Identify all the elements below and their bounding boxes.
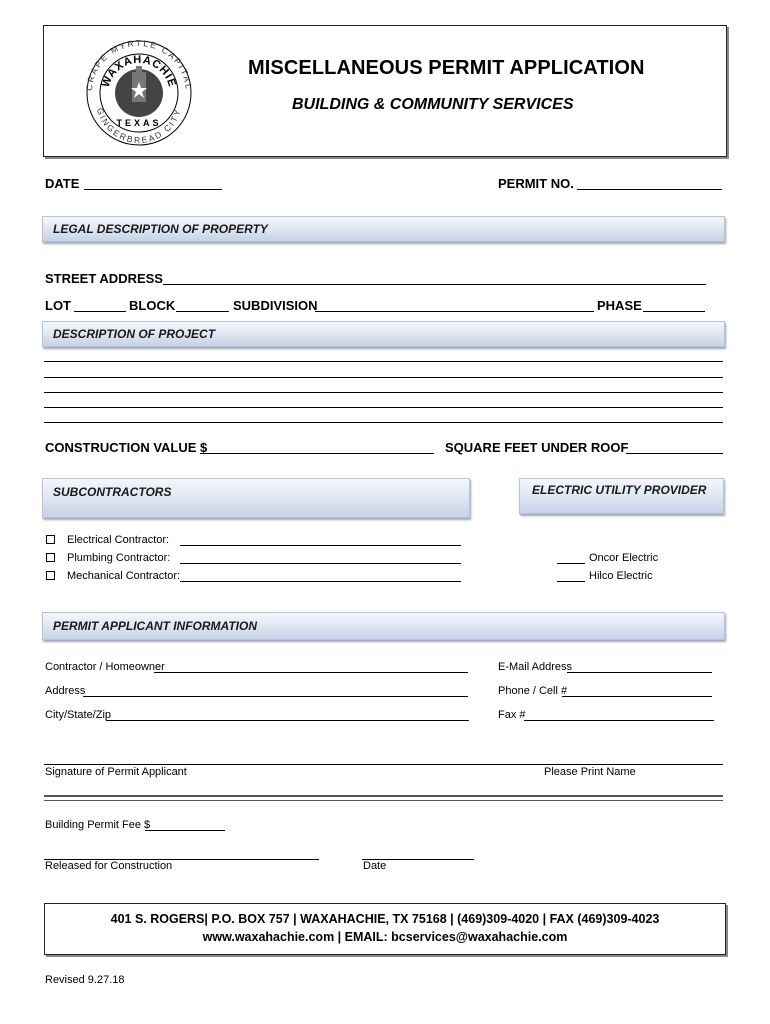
permit-no-label: PERMIT NO. <box>498 176 574 191</box>
electrical-checkbox[interactable] <box>46 535 55 544</box>
street-address-label: STREET ADDRESS <box>45 271 163 286</box>
applicant-info-heading: PERMIT APPLICANT INFORMATION <box>53 619 257 633</box>
lot-label: LOT <box>45 298 71 313</box>
electrical-contractor-label: Electrical Contractor: <box>67 534 170 546</box>
permit-fee-field[interactable] <box>145 830 225 831</box>
seal-state: TEXAS <box>116 118 162 128</box>
date-label: DATE <box>45 176 80 191</box>
block-field[interactable] <box>176 311 229 312</box>
plumbing-contractor-label: Plumbing Contractor: <box>67 552 171 564</box>
signature-label: Signature of Permit Applicant <box>45 766 187 778</box>
seal-top-arc: CRAPE MYRTLE CAPITAL <box>83 38 195 92</box>
city-state-zip-label: City/State/Zip <box>45 709 112 721</box>
phone-label: Phone / Cell # <box>498 685 568 697</box>
footer-web-email: www.waxahachie.com | EMAIL: bcservices@waxahachie.com <box>202 930 568 944</box>
legal-description-band <box>42 216 725 242</box>
seal-city: WAXAHACHIE <box>99 53 179 89</box>
date-field[interactable] <box>84 189 222 190</box>
signature-line[interactable] <box>44 764 723 765</box>
city-seal-logo <box>72 38 206 148</box>
subcontractors-band <box>42 478 470 518</box>
mechanical-contractor-field[interactable] <box>180 581 461 582</box>
plumbing-contractor-field[interactable] <box>180 563 461 564</box>
contractor-field[interactable] <box>154 672 468 673</box>
print-name-label: Please Print Name <box>544 766 636 778</box>
construction-value-label: CONSTRUCTION VALUE $ <box>45 440 208 455</box>
applicant-info-band <box>42 612 725 640</box>
mechanical-checkbox[interactable] <box>46 571 55 580</box>
footer-contact-box <box>44 903 726 955</box>
email-label: E-Mail Address <box>498 661 572 673</box>
hilco-field[interactable] <box>557 581 585 582</box>
project-description-line-5[interactable] <box>44 422 723 423</box>
oncor-label: Oncor Electric <box>589 552 659 564</box>
fax-label: Fax # <box>498 709 526 721</box>
subdivision-label: SUBDIVISION <box>233 298 318 313</box>
project-description-line-1[interactable] <box>44 361 723 362</box>
electrical-contractor-field[interactable] <box>180 545 461 546</box>
project-description-line-4[interactable] <box>44 407 723 408</box>
subcontractors-heading: SUBCONTRACTORS <box>53 485 172 499</box>
project-description-line-3[interactable] <box>44 392 723 393</box>
square-feet-field[interactable] <box>626 453 723 454</box>
phone-field[interactable] <box>562 696 712 697</box>
page-title: MISCELLANEOUS PERMIT APPLICATION <box>248 57 645 79</box>
hilco-label: Hilco Electric <box>589 570 653 582</box>
page-subtitle: BUILDING & COMMUNITY SERVICES <box>292 96 574 113</box>
lot-field[interactable] <box>74 311 126 312</box>
address-field[interactable] <box>83 696 468 697</box>
seal-bottom-arc: GINGERBREAD CITY <box>94 106 184 146</box>
footer-address: 401 S. ROGERS| P.O. BOX 757 | WAXAHACHIE, TX 75168 | (469)309-4020 | FAX (469)309-4023 <box>110 912 660 926</box>
permit-no-field[interactable] <box>577 189 722 190</box>
email-field[interactable] <box>567 672 712 673</box>
project-description-heading: DESCRIPTION OF PROJECT <box>53 327 216 341</box>
permit-fee-label: Building Permit Fee $ <box>45 819 151 831</box>
electric-provider-heading: ELECTRIC UTILITY PROVIDER <box>532 483 707 497</box>
phase-label: PHASE <box>597 298 642 313</box>
construction-value-field[interactable] <box>200 453 434 454</box>
section-divider <box>44 795 723 801</box>
electric-provider-band <box>519 478 724 514</box>
address-label: Address <box>45 685 86 697</box>
project-description-band <box>42 321 725 347</box>
contractor-label: Contractor / Homeowner <box>45 661 165 673</box>
project-description-line-2[interactable] <box>44 377 723 378</box>
fax-field[interactable] <box>524 720 714 721</box>
square-feet-label: SQUARE FEET UNDER ROOF <box>445 440 629 455</box>
revised-date: Revised 9.27.18 <box>45 974 125 986</box>
subdivision-field[interactable] <box>315 311 594 312</box>
phase-field[interactable] <box>643 311 705 312</box>
plumbing-checkbox[interactable] <box>46 553 55 562</box>
legal-description-heading: LEGAL DESCRIPTION OF PROPERTY <box>53 222 268 236</box>
release-date-label: Date <box>363 860 387 872</box>
oncor-field[interactable] <box>557 563 585 564</box>
mechanical-contractor-label: Mechanical Contractor: <box>67 570 181 582</box>
city-state-zip-field[interactable] <box>106 720 469 721</box>
released-label: Released for Construction <box>45 860 173 872</box>
block-label: BLOCK <box>129 298 176 313</box>
street-address-field[interactable] <box>163 284 706 285</box>
